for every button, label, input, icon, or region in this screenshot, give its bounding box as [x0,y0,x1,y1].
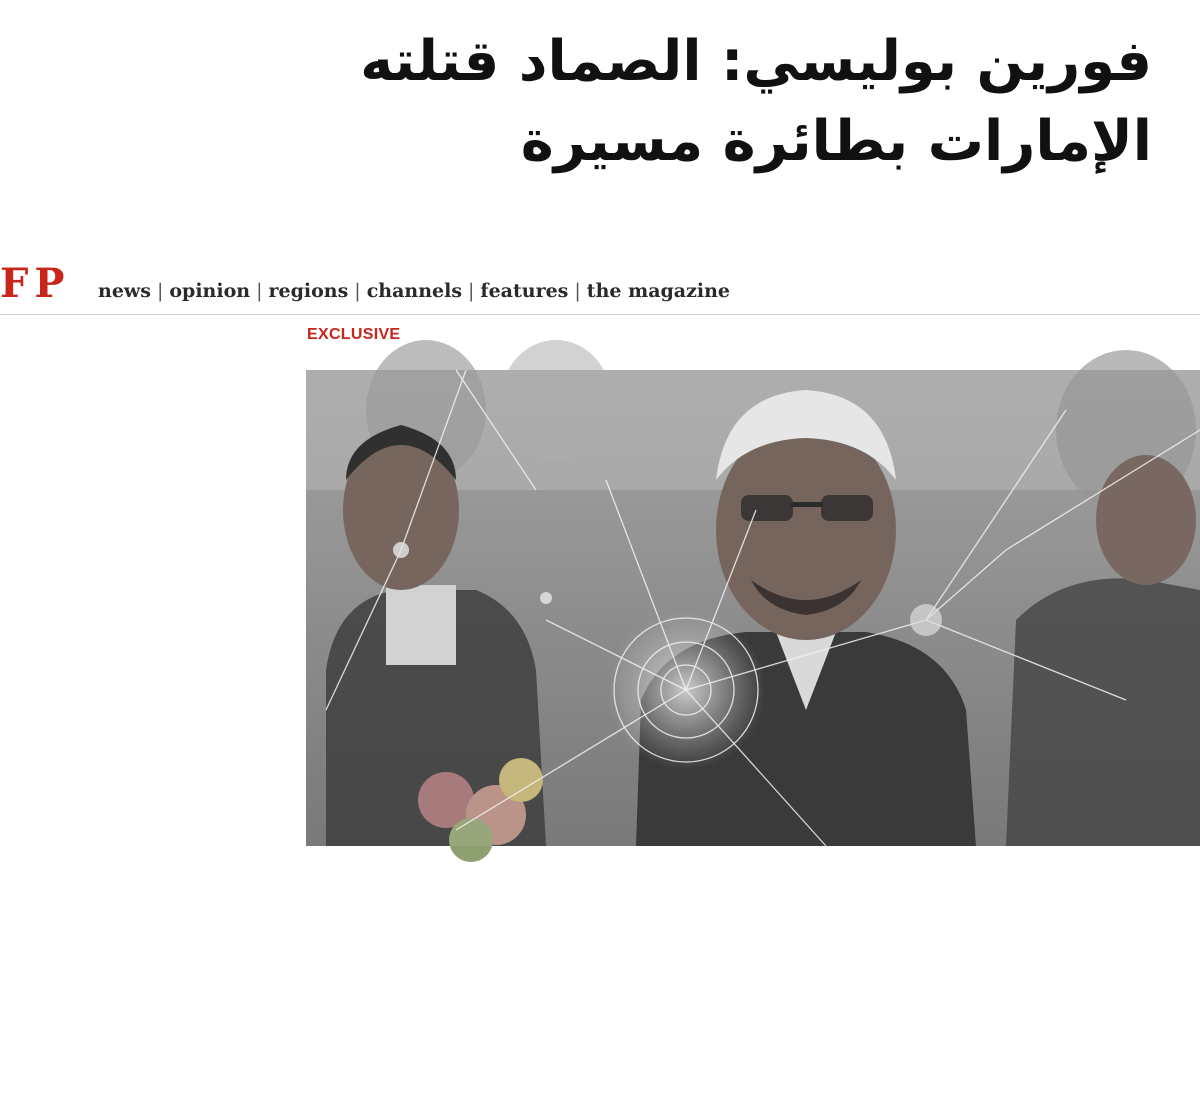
nav-item-opinion[interactable]: opinion [169,280,251,302]
article-kicker[interactable]: EXCLUSIVE [307,326,401,343]
nav-item-features[interactable]: features [480,280,569,302]
arabic-title-line-2: الإمارات بطائرة مسيرة [520,109,1152,174]
nav-item-news[interactable]: news [98,280,151,302]
site-nav-bar [0,258,1200,315]
nav-item-channels[interactable]: channels [366,280,463,302]
site-logo[interactable]: FP [0,260,71,307]
nav-item-regions[interactable]: regions [268,280,349,302]
arabic-title-line-1: فورين بوليسي: الصماد قتلته [360,29,1152,94]
arabic-title [152,22,1152,182]
nav-links: news | opinion | regions | channels | features | the magazine [98,280,731,302]
nav-item-magazine[interactable]: the magazine [586,280,731,302]
lead-photo [306,370,1200,846]
